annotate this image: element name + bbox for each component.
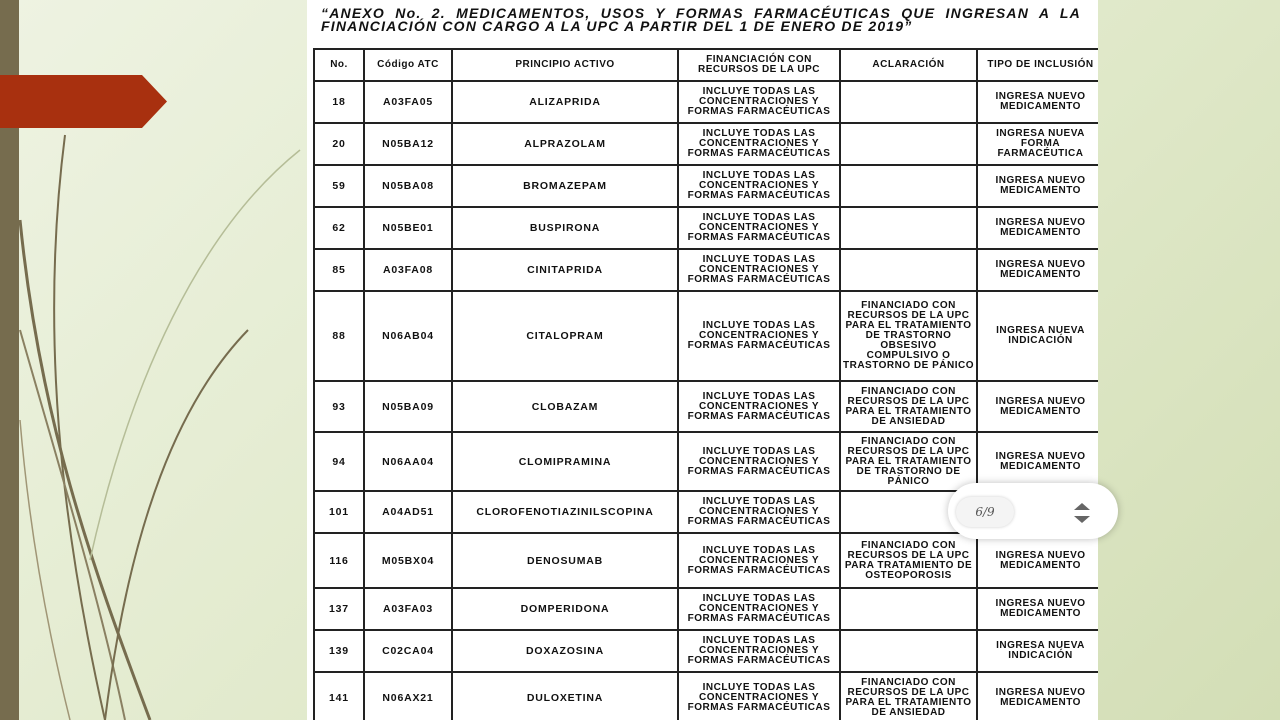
cell-tipo: INGRESA NUEVO MEDICAMENTO xyxy=(977,432,1098,491)
document-page xyxy=(307,0,1098,720)
table-row xyxy=(314,81,1098,123)
table-row xyxy=(314,165,1098,207)
cell-principio: DOMPERIDONA xyxy=(452,588,678,630)
cell-financiacion: INCLUYE TODAS LAS CONCENTRACIONES Y FORMAS FARMACÉUTICAS xyxy=(678,491,840,533)
cell-principio: BROMAZEPAM xyxy=(452,165,678,207)
table-row xyxy=(314,207,1098,249)
cell-no: 18 xyxy=(314,81,364,123)
cell-principio: CINITAPRIDA xyxy=(452,249,678,291)
cell-no: 116 xyxy=(314,533,364,588)
cell-atc: A03FA08 xyxy=(364,249,452,291)
cell-tipo: INGRESA NUEVA FORMA FARMACÉUTICA xyxy=(977,123,1098,165)
cell-no: 85 xyxy=(314,249,364,291)
table-row xyxy=(314,249,1098,291)
cell-principio: ALIZAPRIDA xyxy=(452,81,678,123)
cell-atc: N05BA08 xyxy=(364,165,452,207)
header-financiacion: FINANCIACIÓN CON RECURSOS DE LA UPC xyxy=(678,49,840,81)
cell-tipo: INGRESA NUEVO MEDICAMENTO xyxy=(977,533,1098,588)
cell-tipo: INGRESA NUEVO MEDICAMENTO xyxy=(977,588,1098,630)
page-indicator: 6/9 xyxy=(956,497,1014,527)
page-up-down-icon[interactable] xyxy=(1072,500,1092,526)
table-row xyxy=(314,588,1098,630)
cell-atc: M05BX04 xyxy=(364,533,452,588)
cell-no: 62 xyxy=(314,207,364,249)
table-row xyxy=(314,291,1098,381)
cell-aclaracion: FINANCIADO CON RECURSOS DE LA UPC PARA EL TRATAMIENTO DE ANSIEDAD xyxy=(840,381,977,432)
cell-no: 94 xyxy=(314,432,364,491)
cell-financiacion: INCLUYE TODAS LAS CONCENTRACIONES Y FORMAS FARMACÉUTICAS xyxy=(678,165,840,207)
table-row xyxy=(314,672,1098,720)
cell-no: 88 xyxy=(314,291,364,381)
cell-financiacion: INCLUYE TODAS LAS CONCENTRACIONES Y FORMAS FARMACÉUTICAS xyxy=(678,381,840,432)
cell-aclaracion xyxy=(840,81,977,123)
cell-atc: A03FA05 xyxy=(364,81,452,123)
table-row xyxy=(314,533,1098,588)
cell-aclaracion xyxy=(840,207,977,249)
cell-no: 141 xyxy=(314,672,364,720)
cell-principio: DULOXETINA xyxy=(452,672,678,720)
header-tipo-inclusion: TIPO DE INCLUSIÓN xyxy=(977,49,1098,81)
medications-table xyxy=(313,48,1098,720)
cell-atc: N05BE01 xyxy=(364,207,452,249)
cell-financiacion: INCLUYE TODAS LAS CONCENTRACIONES Y FORMAS FARMACÉUTICAS xyxy=(678,291,840,381)
cell-atc: A03FA03 xyxy=(364,588,452,630)
cell-tipo: INGRESA NUEVO MEDICAMENTO xyxy=(977,81,1098,123)
cell-principio: BUSPIRONA xyxy=(452,207,678,249)
document-title: “ANEXO No. 2. MEDICAMENTOS, USOS Y FORMAS FARMACÉUTICAS QUE INGRESAN A LA FINANCIACIÓN CON CARGO A LA UPC A PARTIR DEL 1 DE ENERO DE 2019” xyxy=(321,5,1081,34)
cell-financiacion: INCLUYE TODAS LAS CONCENTRACIONES Y FORMAS FARMACÉUTICAS xyxy=(678,432,840,491)
table-row xyxy=(314,630,1098,672)
cell-atc: C02CA04 xyxy=(364,630,452,672)
cell-atc: N05BA09 xyxy=(364,381,452,432)
cell-principio: CITALOPRAM xyxy=(452,291,678,381)
cell-no: 59 xyxy=(314,165,364,207)
cell-tipo: INGRESA NUEVA INDICACIÓN xyxy=(977,291,1098,381)
header-no: No. xyxy=(314,49,364,81)
cell-atc: N06AA04 xyxy=(364,432,452,491)
cell-aclaracion xyxy=(840,123,977,165)
cell-aclaracion xyxy=(840,165,977,207)
cell-no: 20 xyxy=(314,123,364,165)
cell-aclaracion: FINANCIADO CON RECURSOS DE LA UPC PARA EL TRATAMIENTO DE ANSIEDAD xyxy=(840,672,977,720)
cell-principio: DENOSUMAB xyxy=(452,533,678,588)
cell-no: 137 xyxy=(314,588,364,630)
cell-financiacion: INCLUYE TODAS LAS CONCENTRACIONES Y FORMAS FARMACÉUTICAS xyxy=(678,81,840,123)
cell-financiacion: INCLUYE TODAS LAS CONCENTRACIONES Y FORMAS FARMACÉUTICAS xyxy=(678,249,840,291)
cell-principio: CLOBAZAM xyxy=(452,381,678,432)
cell-aclaracion: FINANCIADO CON RECURSOS DE LA UPC PARA EL TRATAMIENTO DE TRASTORNO OBSESIVO COMPULSIVO O TRASTORNO DE PÁNICO xyxy=(840,291,977,381)
cell-atc: N06AX21 xyxy=(364,672,452,720)
decorative-grass-lines xyxy=(0,0,320,720)
cell-aclaracion xyxy=(840,588,977,630)
table-row xyxy=(314,123,1098,165)
cell-no: 101 xyxy=(314,491,364,533)
cell-financiacion: INCLUYE TODAS LAS CONCENTRACIONES Y FORMAS FARMACÉUTICAS xyxy=(678,630,840,672)
table-row xyxy=(314,381,1098,432)
cell-principio: ALPRAZOLAM xyxy=(452,123,678,165)
header-aclaracion: ACLARACIÓN xyxy=(840,49,977,81)
cell-principio: CLOROFENOTIAZINILSCOPINA xyxy=(452,491,678,533)
cell-tipo: INGRESA NUEVO MEDICAMENTO xyxy=(977,672,1098,720)
table-header-row xyxy=(314,49,1098,81)
cell-atc: A04AD51 xyxy=(364,491,452,533)
cell-tipo: INGRESA NUEVO MEDICAMENTO xyxy=(977,249,1098,291)
cell-no: 139 xyxy=(314,630,364,672)
cell-financiacion: INCLUYE TODAS LAS CONCENTRACIONES Y FORMAS FARMACÉUTICAS xyxy=(678,588,840,630)
cell-aclaracion xyxy=(840,249,977,291)
cell-principio: CLOMIPRAMINA xyxy=(452,432,678,491)
cell-atc: N06AB04 xyxy=(364,291,452,381)
header-principio-activo: PRINCIPIO ACTIVO xyxy=(452,49,678,81)
cell-financiacion: INCLUYE TODAS LAS CONCENTRACIONES Y FORMAS FARMACÉUTICAS xyxy=(678,123,840,165)
cell-aclaracion xyxy=(840,630,977,672)
cell-tipo: INGRESA NUEVA INDICACIÓN xyxy=(977,630,1098,672)
cell-financiacion: INCLUYE TODAS LAS CONCENTRACIONES Y FORMAS FARMACÉUTICAS xyxy=(678,207,840,249)
cell-no: 93 xyxy=(314,381,364,432)
cell-tipo: INGRESA NUEVO MEDICAMENTO xyxy=(977,207,1098,249)
cell-tipo: INGRESA NUEVO MEDICAMENTO xyxy=(977,381,1098,432)
cell-atc: N05BA12 xyxy=(364,123,452,165)
cell-tipo: INGRESA NUEVO MEDICAMENTO xyxy=(977,165,1098,207)
header-atc: Código ATC xyxy=(364,49,452,81)
cell-financiacion: INCLUYE TODAS LAS CONCENTRACIONES Y FORMAS FARMACÉUTICAS xyxy=(678,533,840,588)
cell-aclaracion: FINANCIADO CON RECURSOS DE LA UPC PARA EL TRATAMIENTO DE TRASTORNO DE PÁNICO xyxy=(840,432,977,491)
cell-principio: DOXAZOSINA xyxy=(452,630,678,672)
cell-financiacion: INCLUYE TODAS LAS CONCENTRACIONES Y FORMAS FARMACÉUTICAS xyxy=(678,672,840,720)
cell-aclaracion: FINANCIADO CON RECURSOS DE LA UPC PARA TRATAMIENTO DE OSTEOPOROSIS xyxy=(840,533,977,588)
